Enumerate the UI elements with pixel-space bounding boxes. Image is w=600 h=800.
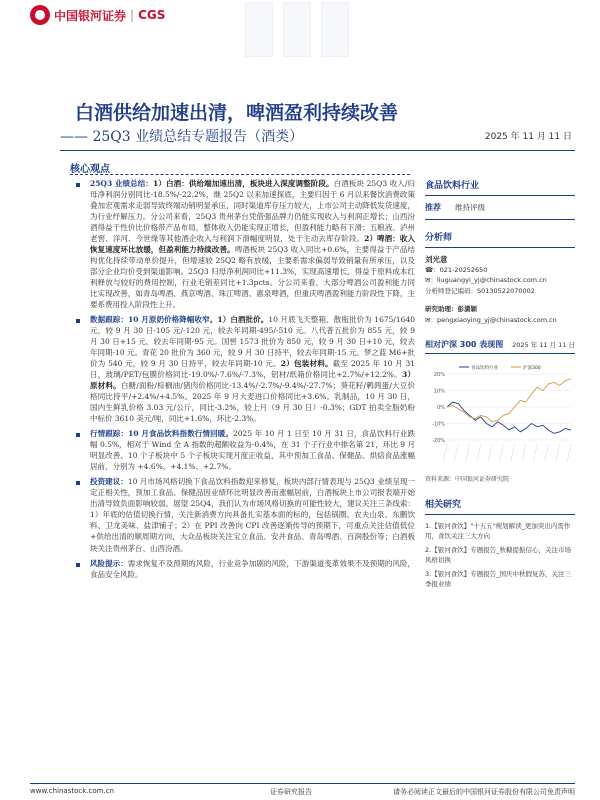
core-heading: 核心观点 — [70, 164, 110, 175]
chart-xtick-mark — [556, 444, 560, 462]
chart-series-line — [447, 379, 571, 422]
chart-ytick-label: 0% — [437, 404, 445, 411]
relative-performance-chart — [425, 360, 575, 470]
chart-date: 2025 年 11 月 11 日 — [512, 340, 575, 349]
chart-xtick-mark — [488, 444, 492, 462]
chart-legend-label: 沪深300 — [523, 365, 541, 371]
chart-xtick-mark — [511, 444, 515, 462]
title-divider — [60, 150, 575, 151]
industry-name: 食品饮料行业 — [425, 181, 480, 191]
chart-header — [425, 339, 575, 350]
related-item[interactable]: 2.【银河食饮】专题报告_秋糖提振信心，关注市场风格切换 — [425, 545, 571, 565]
rating-row — [425, 202, 575, 213]
watermark — [245, 0, 355, 60]
footer-divider — [30, 783, 575, 784]
chart-xtick-mark — [466, 444, 470, 462]
footer-center: 证券研究报告 — [270, 788, 312, 796]
investment-advice-bullet: 投资建议：10 月市场风格切换下食品饮料指数迎来修复，板块内部行情表现与 25Q3 业绩呈现一定正相关性，预加工食品、保健品因业绩环比明显改善而涨幅居前，白酒板块上市公司报表端开始出清导致负面影响较弱。展望 25Q4，我们认为市场风格切换的可能性较大，建议关注三条线索：1）年底的估值切换行情，关注新消费方向具备扎实基本面的标的，包括锅圈、农夫山泉、东鹏饮料、卫龙美味、盐津铺子；2）在 PPI 改善向 CPI 改善逐渐传导的预期下，可重点关注估值低位+供给出清的顺周期方向，大众品板块关注宝立食品、安井食品、青岛啤酒、百润股份等；白酒板块关注贵州茅台、山西汾酒。 — [70, 476, 415, 553]
chart-xtick-mark — [443, 444, 447, 462]
brand-name: 中国银河证券 — [54, 8, 127, 23]
sidebar — [425, 178, 575, 592]
chart-title: 相对沪深 300 表现图 — [425, 339, 504, 349]
market-tracking-bullet: 行情跟踪：10 月食品饮料指数行情回暖。2025 年 10 月 1 日至 10 月 31 日，食品饮料行业跌幅 0.5%，相对于 Wind 全 A 指数的超额收益为-0.4%，在 31 个子行业中排名第 21，环比 9 月明显改善。10 个子板块中 5 个子板块实现月度正收益，其中预加工食品、保健品、烘焙食品涨幅居前，分别为 +4.6%、+4.1%、+2.7%。 — [70, 428, 415, 472]
assistant-email[interactable]: ✉：pengxiaoying_yj@chinastock.com.cn — [425, 315, 557, 324]
risk-bullet: 风险提示：需求恢复不及预期的风险，行业竞争加剧的风险，下游渠道变革效果不及预期的风险，食品安全风险。 — [70, 558, 415, 580]
chart-xtick-mark — [499, 444, 503, 462]
chart-xtick-mark — [567, 444, 571, 462]
assistant-name: 研究助理：彭潇颖 — [425, 305, 477, 314]
chart-ytick-label: 20% — [433, 371, 445, 378]
brand-abbr: CGS — [138, 8, 166, 22]
chart-ytick-label: 10% — [433, 388, 445, 395]
chart-legend-label: 食品饮料行业 — [471, 365, 498, 371]
rating-label: 推荐 — [425, 203, 441, 212]
report-date: 2025 年 11 月 11 日 — [484, 132, 572, 142]
chart-xtick-mark — [522, 444, 526, 462]
footer-disclaimer: 请务必阅读正文最后的中国银河证券股份有限公司免责声明 — [393, 788, 575, 796]
brand-mark-icon — [30, 5, 50, 25]
report-subtitle: —— 25Q3 业绩总结专题报告（酒类） — [60, 129, 304, 145]
related-list — [425, 521, 575, 589]
data-tracking-bullet: 数据跟踪：10 月原奶价格降幅收窄。1）白酒批价。10 月底飞天整箱、散瓶批价为 1675/1640 元，较 9 月 30 日-105 元/-120 元，较去年同期-495/-510 元。八代普五批价为 855 元，较 9 月 30 日+15 元，较去年同期-95 元。国窖 1573 批价为 850 元，较 9 月 30 日+10 元，较去年同期-10 元。青花 20 批价为 360 元，较 9 月 30 日持平，较去年同期-15 元。梦之蓝 M6+批价为 540 元，较 9 月 30 日持平，较去年同期-10 元。2）包装材料。截至 2025 年 10 月 31 日，玻璃/PET/包膜价格同比-19.0%/-7.6%/-7.3%，铝材/纸箱价格同比+2.7%/+12.2%。3）原材料。白糖/面粉/棕榈油/猪肉价格同比-13.4%/-2.7%/-9.4%/-27.7%；葵花籽/鹌鹑蛋/大豆价格同比持平/+2.4%/+4.5%。2025 年 9 月大麦进口价格同比+3.6%。乳制品，10 月 30 日，国内生鲜乳价格 3.03 元/公斤，同比-3.2%，较上月（9 月 30 日）-0.3%；GDT 拍卖全脂奶粉中标价 3610 美元/吨，同比+1.6%，环比-2.3%。 — [70, 314, 415, 424]
summary-bullet: 25Q3 业绩总结：1）白酒：供给端加速出清，板块进入深度调整阶段。白酒板块 25Q3 收入/归母净利润分别同比-18.5%/-22.2%，继 25Q2 以来加速探底，主要归因于 6 月以来餐饮消费政策叠加宏观需求走弱导致终端动销明显承压，同时渠道库存压力较大，上市公司主动降低发货速度，为行业纾解压力。分公司来看，25Q3 贵州茅台凭借强品牌力仍能实现收入与利润正增长；山西汾酒得益于性价比价格带产品布局，整体收入仍能实现正增长，但盈利能力略有下滑；五粮液、泸州老窖、洋河、今世缘等其他酒企收入与利润下滑幅度明显，处于主动去库存阶段。2）啤酒：收入恢复速度环比放缓，但盈利能力持续改善。啤酒板块 25Q3 收入同比+0.6%，主要得益于产品结构优化持续带动单价提升，但增速较 25Q2 略有放缓，主要系需求偏弱导致销量有所承压，以及部分企业均价受到渠道影响。25Q3 归母净利润同比+11.3%，实现高速增长，得益于原料成本红利释放与较好的费用控制，行业毛销差同比+1.3pcts。分公司来看，大部分啤酒公司盈利能力同比实现改善，如青岛啤酒、燕京啤酒、珠江啤酒、惠泉啤酒，但重庆啤酒盈利能力阶段性下降，主要系费用投入阶段性上升。 — [70, 178, 415, 310]
rating-value: 维持评级 — [455, 203, 485, 212]
footer-url[interactable]: www.chinastock.com.cn — [30, 787, 114, 795]
chart-xtick-mark — [454, 444, 458, 462]
report-title: 白酒供给加速出清，啤酒盈利持续改善 — [75, 102, 399, 124]
brand-logo — [30, 5, 165, 25]
chart-source: 资料来源：中国银河证券研究院 — [425, 475, 510, 483]
brand-separator: | — [130, 8, 135, 22]
analyst-phone: ☎：021-20252650 — [425, 266, 488, 274]
chart-ytick-label: -10% — [432, 421, 445, 428]
analyst-cert: 分析师登记编码：S0130522070002 — [425, 286, 535, 295]
core-divider — [70, 174, 410, 175]
related-item[interactable]: 3.【银河食饮】专题报告_国庆中秋假复苏，关注三季报业绩 — [425, 569, 571, 588]
core-content — [70, 178, 415, 584]
analyst-heading: 分析师 — [425, 233, 453, 243]
chart-xtick-mark — [544, 444, 548, 462]
chart-ytick-label: -20% — [432, 437, 445, 444]
analyst-name: 刘光意 — [425, 255, 448, 264]
chart-xtick-mark — [477, 444, 481, 462]
analyst-email[interactable]: ✉：liuguangyi_yj@chinastock.com.cn — [425, 276, 547, 285]
chart-xtick-mark — [533, 444, 537, 462]
related-item[interactable]: 1.【银河食饮】"十五五"规划解读_更加突出内需作用，食饮关注三大方向 — [425, 521, 571, 541]
related-heading: 相关研究 — [425, 499, 462, 510]
